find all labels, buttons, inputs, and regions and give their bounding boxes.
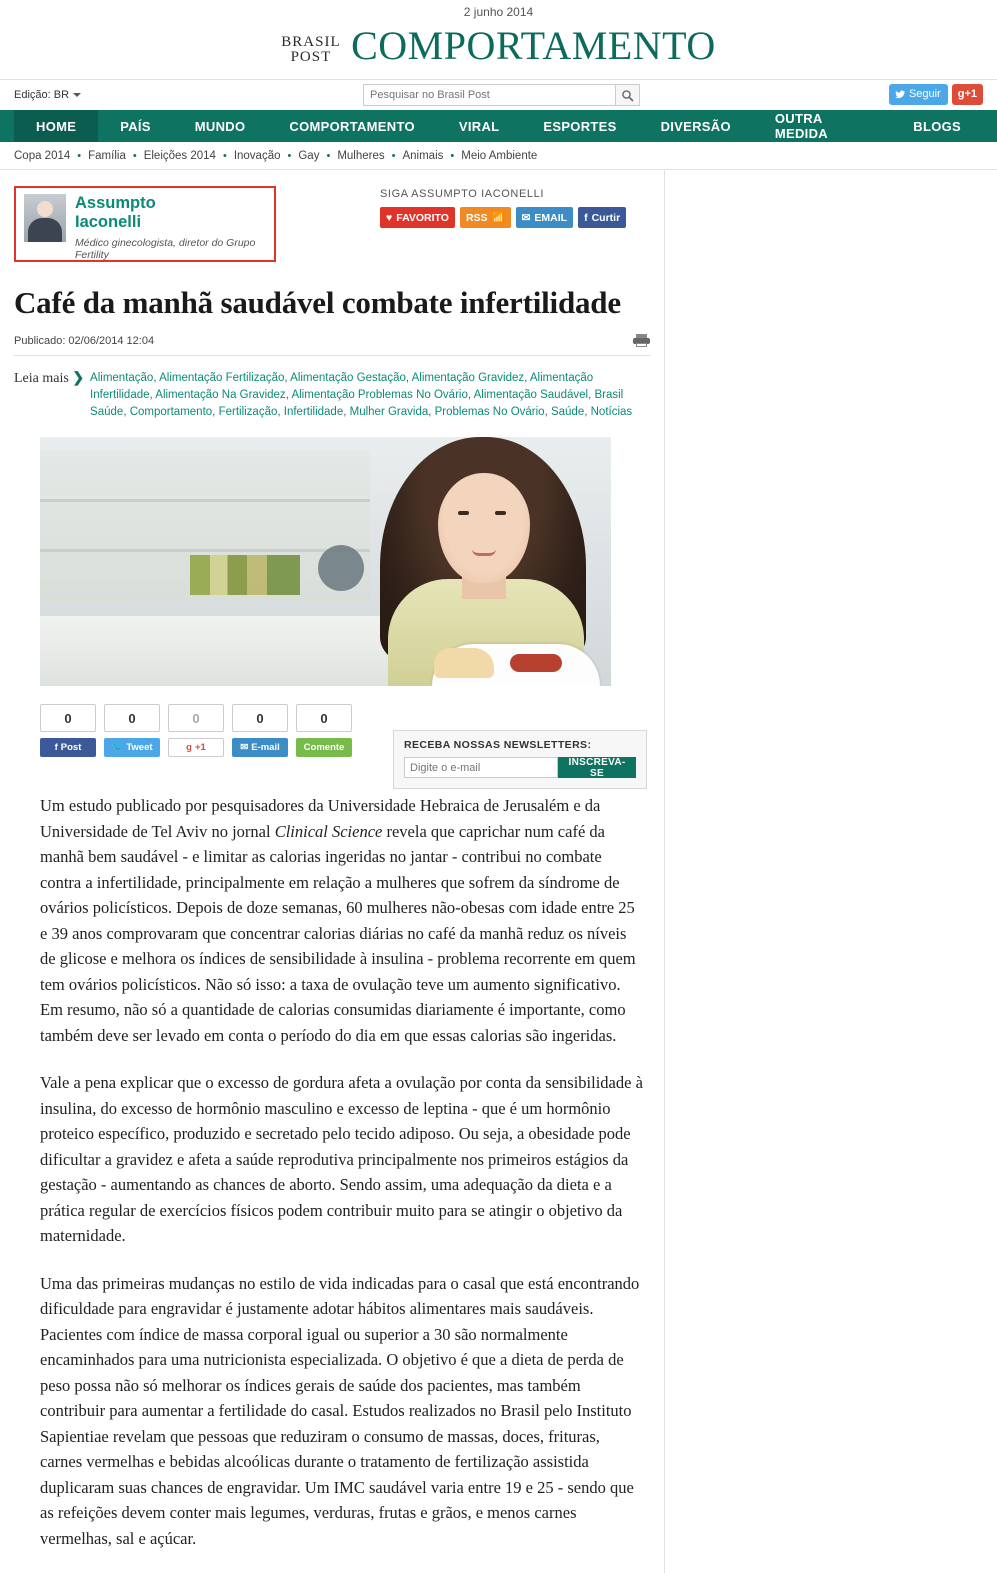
hero-subject-face	[438, 473, 530, 583]
google-plus-icon: g	[186, 742, 192, 753]
bullet-separator: •	[326, 149, 331, 162]
twitter-icon	[894, 90, 905, 100]
journal-name: Clinical Science	[274, 821, 383, 841]
masthead	[0, 23, 997, 79]
avatar-body	[28, 218, 62, 242]
author-follow-block	[380, 186, 626, 262]
share-email-label: E-mail	[251, 742, 280, 753]
bullet-separator: •	[222, 149, 227, 162]
google-plus-one-button[interactable]: g+1	[952, 84, 983, 105]
share-email-button[interactable]	[232, 738, 288, 757]
follow-buttons	[380, 207, 626, 228]
tag-saude[interactable]: Saúde	[550, 406, 585, 418]
section-title: COMPORTAMENTO	[351, 23, 716, 68]
comment-button[interactable]	[296, 738, 352, 757]
comment-count: 0	[296, 704, 352, 732]
main-column	[14, 170, 650, 1573]
rss-label: RSS	[465, 211, 488, 224]
author-name[interactable]	[75, 194, 266, 232]
rss-icon: 📶	[491, 212, 505, 224]
favorite-label: FAVORITO	[396, 211, 449, 224]
hero-table	[40, 616, 400, 686]
edition-label: Edição: BR	[14, 89, 70, 101]
share-googleplus-button[interactable]	[168, 738, 224, 757]
envelope-icon: ✉	[521, 211, 531, 224]
share-twitter-button[interactable]	[104, 738, 160, 757]
nav-item-esportes[interactable]: ESPORTES	[543, 118, 617, 134]
logo-line-2: POST	[290, 49, 332, 65]
newsletter-signup	[393, 730, 647, 789]
search-form	[363, 84, 640, 106]
facebook-count: 0	[40, 704, 96, 732]
hero-shelf-line	[40, 499, 370, 502]
published-date: Publicado: 02/06/2014 12:04	[14, 334, 155, 347]
subnav-item-animais[interactable]: Animais	[402, 149, 444, 162]
curtir-label: Curtir	[591, 211, 621, 224]
author-box[interactable]	[14, 186, 276, 262]
hero-shelf-line	[40, 549, 370, 552]
article-body	[40, 793, 644, 1551]
hero-subject-eye-right	[495, 511, 506, 515]
twitter-count: 0	[104, 704, 160, 732]
tag-alimentacao[interactable]: Alimentação	[90, 372, 154, 384]
newsletter-submit-button[interactable]: INSCREVA-SE	[558, 757, 636, 778]
newsletter-form	[404, 757, 636, 778]
article-paragraph-2: Vale a pena explicar que o excesso de gordura afeta a ovulação por conta da sensibilidade à insulina, do excesso de hormônio masculino e excesso de leptina - que é um hormônio proteico específico, produzido e secretado pelo tecido adiposo. Ou seja, a obesidade pode dificultar a gravidez e afeta a saúde reprodutiva principalmente nos primeiros estágios da gestação - aumentando as chances de aborto. Sendo assim, uma adequação da dieta e a prática regular de exercícios físicos podem contribuir muito para se atingir o objetivo da maternidade.	[40, 1073, 643, 1245]
subnav-item-mulheres[interactable]: Mulheres	[337, 149, 385, 162]
tag-mulher-gravida[interactable]: Mulher Gravida	[349, 406, 429, 418]
share-comment-label: Comente	[303, 742, 345, 753]
share-facebook-label: Post	[60, 742, 82, 753]
tag-alimentacao-fertilizacao[interactable]: Alimentação Fertilização	[159, 372, 285, 384]
brasil-post-logo[interactable]	[281, 35, 340, 65]
nav-item-viral[interactable]: VIRAL	[458, 118, 500, 134]
email-button[interactable]	[516, 207, 573, 228]
facebook-like-button[interactable]	[578, 207, 626, 228]
tag-alimentacao-gestacao[interactable]: Alimentação Gestação	[290, 372, 406, 384]
leia-mais-text: Leia mais	[14, 371, 69, 386]
related-tags-block	[14, 356, 650, 427]
facebook-icon: f	[54, 742, 58, 753]
publication-row	[14, 322, 650, 356]
avatar	[24, 194, 66, 242]
hero-subject-mouth	[472, 549, 496, 556]
nav-item-comportamento[interactable]: COMPORTAMENTO	[289, 118, 415, 134]
hero-subject-eye-left	[458, 511, 469, 515]
engagement-counters	[40, 704, 650, 732]
share-twitter-label: Tweet	[126, 742, 153, 753]
edition-selector[interactable]	[14, 89, 81, 101]
envelope-icon: ✉	[240, 742, 249, 753]
bullet-separator: •	[132, 149, 137, 162]
tag-infertilidade[interactable]: Infertilidade	[283, 406, 344, 418]
share-facebook-button[interactable]	[40, 738, 96, 757]
tag-alimentacao-problemas-no-ovario[interactable]: Alimentação Problemas No Ovário	[291, 389, 468, 401]
utility-bar	[0, 79, 997, 110]
current-date: 2 junho 2014	[463, 5, 534, 19]
article-paragraph-1: Um estudo publicado por pesquisadores da Universidade Hebraica de Jerusalém e da Universidade de Tel Aviv no jornal Clinical Science revela que caprichar num café da manhã bem saudável - e limitar as calorias ingeridas no jantar - contribui no combate contra a infertilidade, principalmente em relação a mulheres que sofrem da síndrome de ovários policísticos. Depois de doze semanas, 60 mulheres não-obesas com idade entre 25 e 39 anos comprovaram que concentrar calorias diárias no café da manhã reduz os níveis de glicose e melhora os índices de sensibilidade à insulina - problema recorrente em quem tem ovários policísticos. Não só isso: a taxa de ovulação teve um aumento significativo. Em resumo, não só a quantidade de calorias consumidas diariamente é importante, como também deve ser levado em conta o período do dia em que essas calorias são ingeridas.	[40, 796, 636, 1045]
hero-lamp	[318, 545, 364, 591]
facebook-icon: f	[584, 211, 588, 224]
subnav-item-gay[interactable]: Gay	[298, 149, 320, 162]
subnav-item-familia[interactable]: Família	[88, 149, 126, 162]
nav-item-home[interactable]: HOME	[14, 110, 98, 142]
article-hero-image	[40, 437, 611, 686]
follow-author-label: SIGA ASSUMPTO IACONELLI	[380, 188, 544, 200]
author-header-row	[14, 170, 650, 262]
avatar-head	[37, 201, 53, 217]
email-label: EMAIL	[534, 211, 568, 224]
subnav-item-eleicoes-2014[interactable]: Eleições 2014	[143, 149, 216, 162]
author-description: Médico ginecologista, diretor do Grupo Fertility	[75, 237, 256, 261]
content-area	[0, 170, 997, 1573]
newsletter-email-input[interactable]	[404, 757, 558, 778]
bullet-separator: •	[77, 149, 82, 162]
nav-item-mundo[interactable]: MUNDO	[194, 118, 246, 134]
chevron-down-icon	[73, 93, 81, 97]
tag-alimentacao-na-gravidez[interactable]: Alimentação Na Gravidez	[155, 389, 286, 401]
page-title: Café da manhã saudável combate infertilidade	[14, 285, 621, 320]
favorite-button[interactable]	[380, 207, 455, 228]
leia-mais-label	[14, 370, 84, 421]
social-follow-group	[889, 84, 983, 105]
tag-comportamento[interactable]: Comportamento	[129, 406, 213, 418]
tag-fertilizacao[interactable]: Fertilização	[218, 406, 278, 418]
chevron-right-icon: ❯	[72, 371, 85, 386]
tag-alimentacao-saudavel[interactable]: Alimentação Saudável	[473, 389, 589, 401]
article-paragraph-3: Uma das primeiras mudanças no estilo de vida indicadas para o casal que está encontrando dificuldade para engravidar é justamente adotar hábitos alimentares mais saudáveis. Pacientes com índice de massa corporal igual ou superior a 30 são normalmente encaminhados para uma nutricionista especializada. O objetivo é que a dieta de perda de peso possa não só melhorar os índices gerais de saúde dos pacientes, mas também contribuir para aumentar a fertilidade do casal. Estudos realizados no Brasil pelo Instituto Sapientiae revelam que pessoas que reduziram o consumo de massas, doces, frituras, carnes vermelhas e bebidas alcoólicas durante o tratamento de fertilização assistida duplicaram suas chances de engravidar. Um IMC saudável varia entre 19 e 25 - sendo que as refeições devem conter mais legumes, verduras, frutas e grãos, e menos carnes vermelhas, sal e açúcar.	[40, 1273, 640, 1548]
subnav-item-inovacao[interactable]: Inovação	[233, 149, 281, 162]
print-icon[interactable]	[633, 334, 650, 347]
author-text-block	[75, 194, 266, 261]
twitter-follow-label: Seguir	[908, 88, 941, 100]
search-button[interactable]	[615, 84, 640, 106]
nav-item-outra-medida[interactable]: OUTRA MEDIDA	[774, 111, 828, 141]
newsletter-title: RECEBA NOSSAS NEWSLETTERS:	[404, 739, 592, 751]
tag-alimentacao-gravidez[interactable]: Alimentação Gravidez	[411, 372, 525, 384]
logo-line-1: BRASIL	[281, 34, 341, 50]
hero-books	[190, 555, 300, 595]
twitter-icon: 🐦	[111, 742, 124, 753]
hero-jam	[510, 654, 562, 672]
bullet-separator: •	[391, 149, 396, 162]
secondary-navigation	[0, 142, 997, 170]
bullet-separator: •	[287, 149, 292, 162]
main-navigation	[0, 110, 997, 142]
tag-problemas-no-ovario[interactable]: Problemas No Ovário	[434, 406, 545, 418]
heart-icon: ♥	[386, 211, 393, 224]
bullet-separator: •	[450, 149, 455, 162]
tag-noticias[interactable]: Notícias	[590, 406, 633, 418]
subnav-item-copa-2014[interactable]: Copa 2014	[14, 149, 71, 162]
tag-list: Alimentação, Alimentação Fertilização, Alimentação Gestação, Alimentação Gravidez, Alimentação Infertilidade, Alimentação Na Gravidez, Alimentação Problemas No Ovário, Alimentação Saudável, Brasil Saúde, Comportamento, Fertilização, Infertilidade, Mulher Gravida, Problemas No Ovário, Saúde, Notícias	[90, 372, 633, 418]
author-name-line-2: Iaconelli	[75, 213, 142, 231]
email-count: 0	[232, 704, 288, 732]
twitter-follow-button[interactable]	[889, 84, 948, 105]
rss-button[interactable]	[460, 207, 511, 228]
gplus-count: 0	[168, 704, 224, 732]
printer-paper	[636, 343, 647, 347]
nav-item-pais[interactable]: PAÍS	[120, 118, 151, 134]
subnav-item-meio-ambiente[interactable]: Meio Ambiente	[461, 149, 538, 162]
hero-bread	[434, 648, 494, 678]
search-input[interactable]	[363, 84, 615, 106]
author-name-line-1: Assumpto	[75, 194, 156, 212]
sidebar-column	[664, 170, 983, 1573]
tag-brasil-saude[interactable]: Brasil Saúde	[90, 389, 624, 418]
search-icon	[621, 89, 634, 102]
share-googleplus-label: +1	[194, 742, 206, 753]
nav-item-blogs[interactable]: BLOGS	[913, 118, 961, 134]
nav-item-diversao[interactable]: DIVERSÃO	[660, 118, 731, 134]
tag-alimentacao-infertilidade[interactable]: Alimentação Infertilidade	[90, 372, 594, 401]
